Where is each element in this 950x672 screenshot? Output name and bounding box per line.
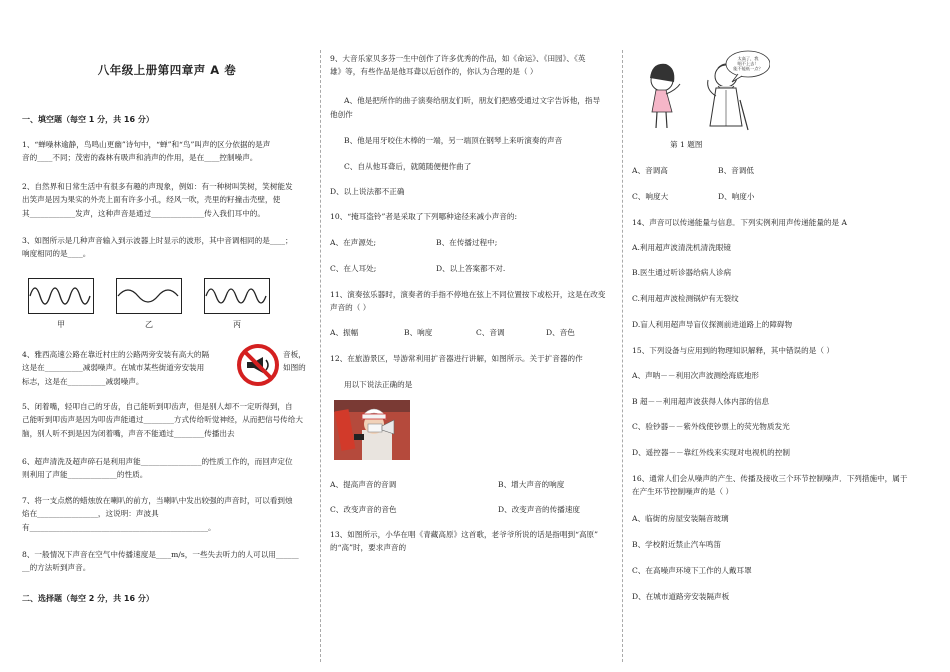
q15-option-a: A、声呐－－利用次声波测绘海底地形 [632, 371, 759, 380]
q16-option-c: C、在高噪声环境下工作的人戴耳罩 [632, 566, 752, 575]
q7-line: 焰在________________，这说明：声波具 [22, 509, 159, 519]
column-1 [22, 0, 312, 672]
q3-line: 响度相同的是____。 [22, 249, 91, 259]
speech-bubble-text: 太高了，我 [737, 56, 759, 61]
q9-line: 雄》等，有些作品是他耳聋以后创作的，你认为合理的是（ ） [330, 67, 538, 77]
tour-guide-megaphone-photo [334, 400, 410, 460]
figure-caption: 第 1 题图 [670, 140, 703, 149]
q5-line: 己能听到叩齿声是因为叩齿声能通过________方式传给听觉神经，从而把信号传给大 [22, 415, 303, 425]
q4-line: 4、雅西高速公路在靠近村庄的公路两旁安装有高大的隔 [22, 350, 210, 359]
question-2 [22, 180, 312, 220]
q4-line: 这是在__________减弱噪声。在城市某些街道旁安装用 [22, 363, 205, 373]
q7-line: 7、将一支点燃的蜡烛放在喇叭的前方，当喇叭中发出较强的声音时，可以看到烛 [22, 496, 293, 505]
q13-option-d: D、响度小 [718, 192, 755, 201]
speech-bubble-text: 能不能低一点？ [733, 66, 763, 71]
q8-line: __的方法听到声音。 [22, 563, 91, 573]
waveform-bing-icon [204, 278, 270, 314]
q13-option-a: A、音调高 [632, 166, 668, 175]
q9-option-c: C、自从他耳聋后，就随随便便作曲了 [344, 162, 472, 171]
question-5 [22, 400, 312, 440]
q13-line: 的“高”时，要求声音的 [330, 543, 407, 553]
q11-option-c: C、音调 [476, 328, 505, 337]
q16-option-d: D、在城市道路旁安装隔声板 [632, 592, 730, 601]
question-14: 14、声音可以传递能量与信息．下列实例利用声传递能量的是 A [632, 218, 847, 227]
q5-line: 脑，别人听不到是因为闭着嘴，声音不能通过________传播出去 [22, 428, 235, 438]
column-2 [330, 0, 614, 672]
question-9 [330, 52, 614, 79]
q16-option-b: B、学校附近禁止汽车鸣笛 [632, 540, 722, 549]
q13-option-b: B、音调低 [718, 166, 754, 175]
q10-option-b: B、在传播过程中; [436, 238, 498, 247]
q9-option-line: A、他是把所作的曲子演奏给朋友们听，朋友们把感受通过文字告诉他，指导 [344, 96, 601, 105]
q9-option-d: D、以上说法都不正确 [330, 187, 405, 196]
q12-option-c: C、改变声音的音色 [330, 505, 397, 514]
q4-line: 音板， [283, 350, 306, 359]
q14-option-a: A.利用超声波清洗机清洗眼镜 [632, 243, 732, 252]
speech-bubble-text: 唱不上去！ [737, 61, 759, 66]
q3-line: 3、如图所示是几种声音输入到示波器上时显示的波形，其中音调相同的是____； [22, 236, 293, 245]
q1-line: 音的____不同；茂密的森林有吸声和消声的作用，是在____控制噪声。 [22, 153, 258, 163]
q12-option-d: D、改变声音的传播速度 [498, 505, 581, 514]
question-11 [330, 288, 614, 315]
q4-line: 如图的 [283, 363, 306, 373]
question-7 [22, 494, 312, 534]
q15-option-b: B 超－－利用超声波获得人体内部的信息 [632, 397, 770, 406]
question-3 [22, 234, 312, 261]
question-12: 12、在旅游景区，导游常利用扩音器进行讲解，如图所示。关于扩音器的作 [330, 354, 583, 363]
q12-option-a: A、提高声音的音调 [330, 480, 397, 489]
q9-option-b: B、他是用牙咬住木棒的一端，另一端顶在钢琴上来听演奏的声音 [344, 136, 563, 145]
q6-line: 则利用了声能_____________的性质。 [22, 470, 148, 480]
waveform-label: 丙 [233, 320, 241, 329]
q10-option-c: C、在人耳处; [330, 264, 377, 273]
column-3 [632, 0, 928, 672]
q2-line: 其____________发声，这种声音是通过______________传入我们耳中的。 [22, 208, 265, 218]
q11-option-b: B、响度 [404, 328, 433, 337]
q11-line: 声音的（ ） [330, 303, 371, 313]
q16-line: 16、通常人们会从噪声的产生、传播及接收三个环节控制噪声．下列措施中，属于 [632, 474, 908, 483]
question-13 [330, 528, 614, 555]
no-honking-sign-icon [236, 343, 280, 387]
question-10: 10、“掩耳盗铃”者是采取了下列哪种途径来减小声音的: [330, 212, 518, 221]
q12-option-b: B、增大声音的响度 [498, 480, 565, 489]
q10-option-d: D、以上答案都不对. [436, 264, 506, 273]
section-choice-heading: 二、选择题（每空 2 分，共 16 分） [22, 594, 154, 603]
waveform-label: 乙 [145, 320, 153, 329]
q9-line: 9、大音乐家贝多芬一生中创作了许多优秀的作品，如《命运》、《田园》、《英 [330, 54, 586, 63]
q11-line: 11、演奏弦乐器时，演奏者的手指不停地在弦上不同位置按下或松开，这是在改变 [330, 290, 606, 299]
q7-line: 有_______________________________________________。 [22, 522, 216, 532]
q16-option-a: A、临街的房屋安装隔音玻璃 [632, 514, 729, 523]
section-fill-blank-heading: 一、填空题（每空 1 分，共 16 分） [22, 115, 154, 124]
q15-option-c: C、验钞器－－紫外线使钞票上的荧光物质发光 [632, 422, 790, 431]
q9-option-a [344, 94, 614, 107]
question-15: 15、下列设备与应用到的物理知识解释，其中错误的是（ ） [632, 346, 834, 355]
column-divider-2 [622, 50, 623, 662]
question-12-cont: 用以下说法正确的是 [344, 380, 413, 389]
waveform-jia-icon [28, 278, 94, 314]
q5-line: 5、闭着嘴，轻叩自己的牙齿，自己能听到叩齿声，但是别人却不一定听得到，自 [22, 402, 293, 411]
q6-line: 6、超声清洗及超声碎石是利用声能________________的性质工作的，而回声定位 [22, 457, 293, 466]
q1-line: 1、“蝉噪林逾静，鸟鸣山更幽”诗句中，“蝉”和“鸟”叫声的区分依据的是声 [22, 140, 271, 149]
q11-option-d: D、音色 [546, 328, 575, 337]
question-8 [22, 548, 312, 575]
q15-option-d: D、遥控器－－靠红外线来实现对电视机的控制 [632, 448, 790, 457]
waveform-yi-icon [116, 278, 182, 314]
q10-option-a: A、在声源处; [330, 238, 377, 247]
q9-option-a-cont: 他创作 [330, 110, 353, 119]
q8-line: 8、一般情况下声音在空气中传播速度是____m/s，一些失去听力的人可以用______ [22, 550, 299, 559]
column-divider-1 [320, 50, 321, 662]
q4-line: 标志，这是在__________减弱噪声。 [22, 376, 144, 386]
q2-line: 出笑声是因为果实的外壳上面有许多小孔，经风一吹，壳里的籽撞击壳壁，使 [22, 195, 281, 205]
singing-cartoon-figure [636, 50, 770, 132]
q13-option-c: C、响度大 [632, 192, 669, 201]
q14-option-b: B.医生通过听诊器给病人诊病 [632, 268, 732, 277]
q11-option-a: A、振幅 [330, 328, 359, 337]
q2-line: 2、自然界和日常生活中有很多有趣的声现象，例如：有一种树叫笑树，笑树能发 [22, 182, 293, 191]
question-1 [22, 138, 312, 165]
waveform-figure [28, 278, 268, 334]
waveform-label: 甲 [57, 320, 65, 329]
q14-option-c: C.利用超声波检测锅炉有无裂纹 [632, 294, 739, 303]
question-6 [22, 455, 312, 482]
page-title: 八年级上册第四章声 A 卷 [97, 63, 237, 77]
question-16 [632, 472, 928, 499]
q13-line: 13、如图所示，小华在唱《青藏高原》这首歌，老爷爷所说的话是指唱到“高原” [330, 530, 599, 539]
q16-line: 在产生环节控制噪声的是（ ） [632, 487, 734, 497]
q14-option-d: D.盲人利用超声导盲仪探测前进道路上的障碍物 [632, 320, 793, 329]
